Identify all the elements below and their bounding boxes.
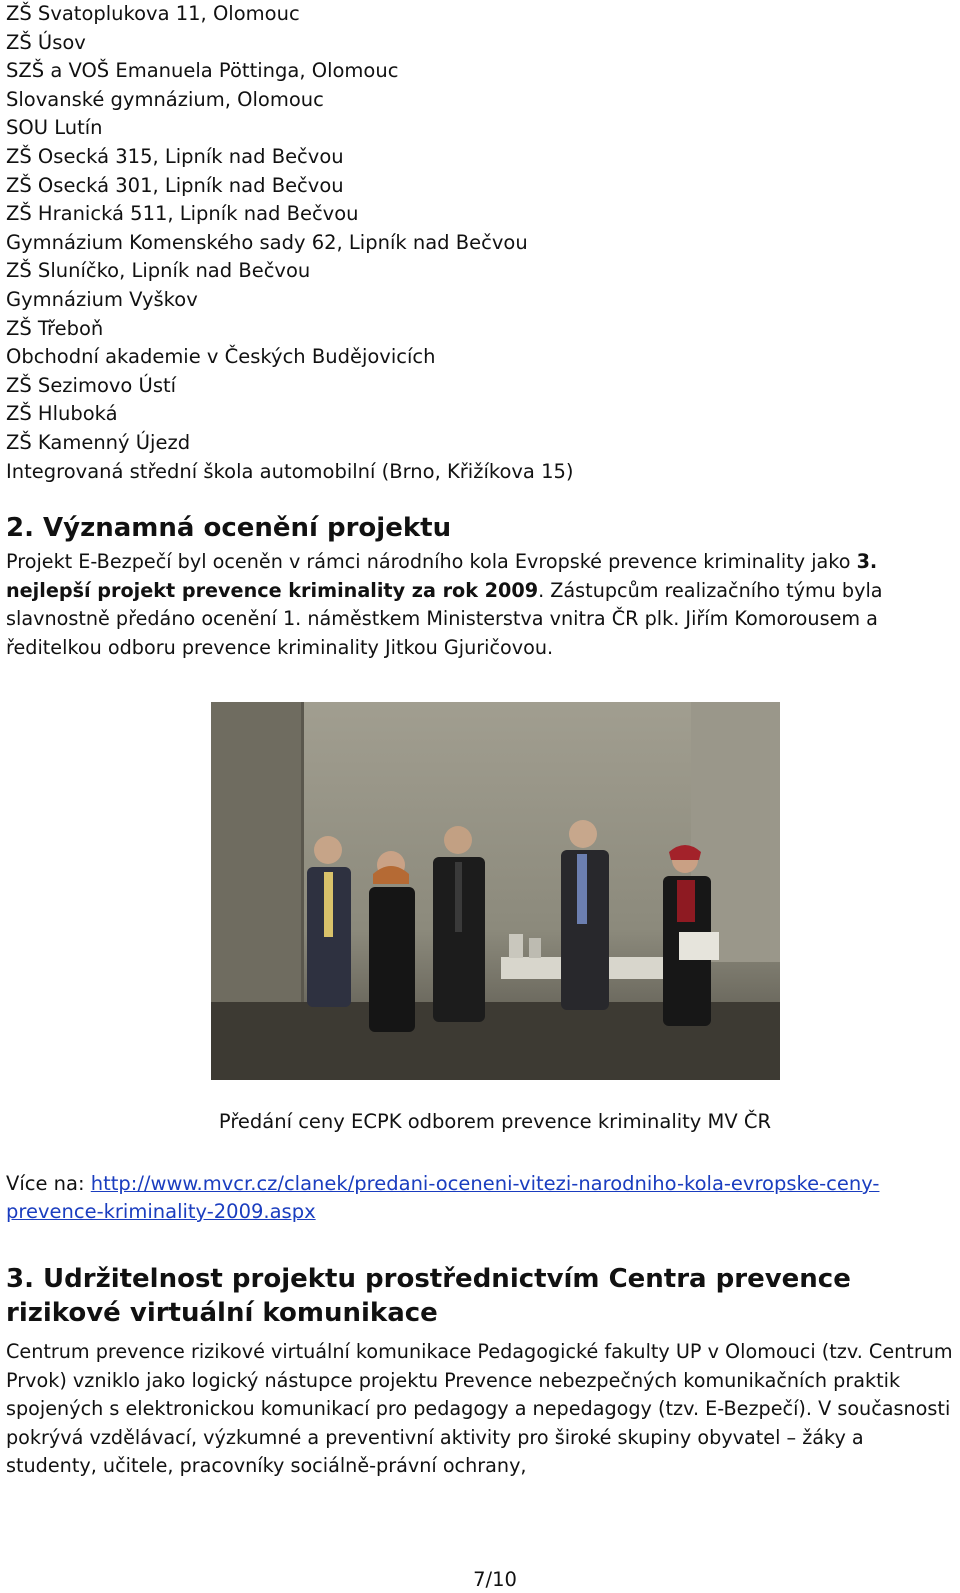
list-item: ZŠ Hluboká: [6, 402, 118, 426]
awards-text-end: . Zástupcům realizačního týmu byla slavnostně předáno ocenění 1. náměstkem Ministerstva vnitra ČR plk. Jiřím Komorousem a ředitelkou odboru prevence kriminality Jitkou Gjuričovou.: [6, 578, 883, 659]
list-item: SOU Lutín: [6, 116, 103, 140]
list-item: ZŠ Svatoplukova 11, Olomouc: [6, 2, 300, 25]
photo-caption: Předání ceny ECPK odborem prevence kriminality MV ČR: [218, 1110, 772, 1133]
photo-illustration: [211, 702, 780, 1080]
awards-paragraph: [6, 548, 954, 662]
list-item: ZŠ Třeboň: [6, 316, 104, 340]
list-item: Integrovaná střední škola automobilní (Brno, Křižíkova 15): [6, 459, 574, 483]
section-heading-awards: 2. Významná ocenění projektu: [6, 513, 452, 543]
list-item: ZŠ Úsov: [6, 30, 86, 54]
award-ceremony-photo: [211, 702, 780, 1080]
section-heading-sustainability: 3. Udržitelnost projektu prostřednictvím Centra prevence rizikové virtuální komunikace: [6, 1264, 851, 1328]
more-info-link[interactable]: http://www.mvcr.cz/clanek/predani-oceneni-vitezi-narodniho-kola-evropske-ceny-prevence-kriminality-2009.aspx: [6, 1172, 880, 1223]
list-item: ZŠ Osecká 301, Lipník nad Bečvou: [6, 173, 344, 197]
list-item: ZŠ Sluníčko, Lipník nad Bečvou: [6, 259, 311, 283]
sustainability-paragraph: Centrum prevence rizikové virtuální komunikace Pedagogické fakulty UP v Olomouci (tzv. Centrum Prvok) vzniklo jako logický nástupce projektu Prevence nebezpečných komunikačních praktik spojených s elektronickou komunikací pro pedagogy a nepedagogy (tzv. E-Bezpečí). V současnosti pokrývá vzdělávací, výzkumné a preventivní aktivity pro široké skupiny obyvatel – žáky a studenty, učitele, pracovníky sociálně-právní ochrany,: [6, 1340, 953, 1478]
list-item: ZŠ Osecká 315, Lipník nad Bečvou: [6, 144, 344, 168]
more-info-label: Více na:: [6, 1172, 91, 1195]
school-list: [6, 0, 574, 486]
list-item: Gymnázium Komenského sady 62, Lipník nad Bečvou: [6, 230, 528, 254]
awards-text-bold: 3. nejlepší projekt prevence kriminality za rok 2009: [6, 550, 878, 602]
awards-text-start: Projekt E-Bezpečí byl oceněn v rámci národního kola Evropské prevence kriminality jako: [6, 550, 857, 573]
list-item: Obchodní akademie v Českých Budějovicích: [6, 345, 436, 369]
list-item: ZŠ Hranická 511, Lipník nad Bečvou: [6, 202, 359, 226]
list-item: Slovanské gymnázium, Olomouc: [6, 87, 324, 111]
list-item: SZŠ a VOŠ Emanuela Pöttinga, Olomouc: [6, 59, 399, 83]
more-info: [6, 1170, 960, 1226]
list-item: ZŠ Kamenný Újezd: [6, 430, 191, 454]
list-item: ZŠ Sezimovo Ústí: [6, 373, 177, 397]
list-item: Gymnázium Vyškov: [6, 287, 198, 311]
page-number: 7/10: [473, 1568, 517, 1591]
